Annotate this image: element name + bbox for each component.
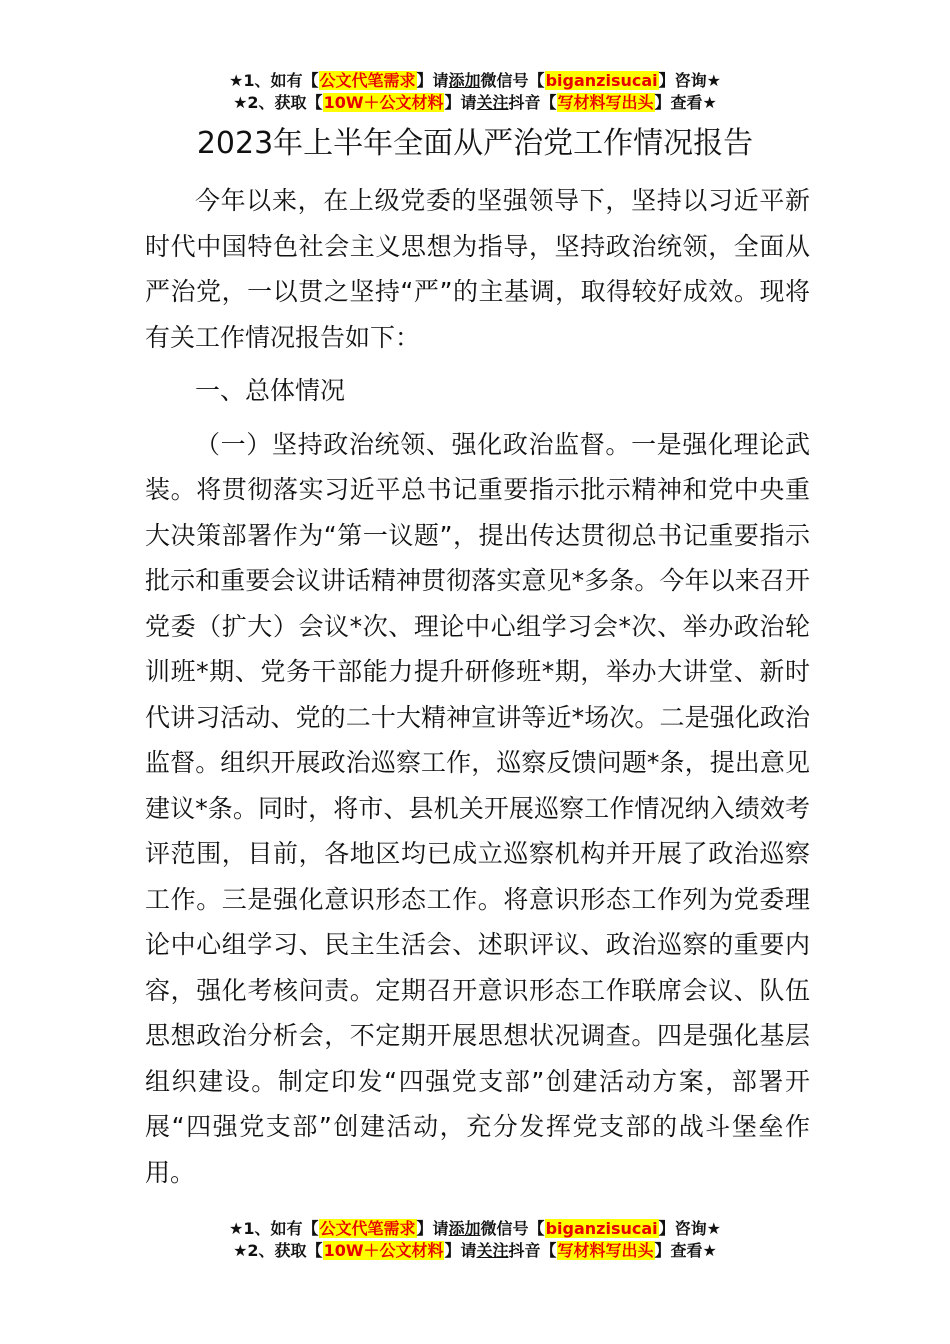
promo-text: ★2、获取【 — [233, 93, 323, 112]
promo-highlight: 写材料写出头 — [557, 93, 654, 112]
promo-emphasis: 添加 — [448, 1219, 481, 1238]
promo-emphasis: 添加 — [448, 71, 481, 90]
promo-text: 】查看★ — [654, 93, 717, 112]
promo-text: 微信号【 — [480, 1219, 545, 1238]
promo-text: 】咨询★ — [658, 71, 721, 90]
promo-text: 抖音【 — [508, 1241, 557, 1260]
promo-highlight: 公文代笔需求 — [319, 1219, 416, 1238]
promo-text: 】请 — [444, 1241, 477, 1260]
promo-text: 】查看★ — [654, 1241, 717, 1260]
promo-highlight: biganzisucai — [545, 1219, 658, 1238]
promo-highlight: 公文代笔需求 — [319, 71, 416, 90]
promo-emphasis: 关注 — [476, 1241, 509, 1260]
promo-highlight: biganzisucai — [545, 71, 658, 90]
bottom-promo-banner — [0, 1218, 950, 1262]
body-paragraph: （一）坚持政治统领、强化政治监督。一是强化理论武装。将贯彻落实习近平总书记重要指示批示精神和党中央重大决策部署作为“第一议题”，提出传达贯彻总书记重要指示批示和重要会议讲话精神贯彻落实意见*多条。今年以来召开党委（扩大）会议*次、理论中心组学习会*次、举办政治轮训班*期、党务干部能力提升研修班*期，举办大讲堂、新时代讲习活动、党的二十大精神宣讲等近*场次。二是强化政治监督。组织开展政治巡察工作，巡察反馈问题*条，提出意见建议*条。同时，将市、县机关开展巡察工作情况纳入绩效考评范围，目前，各地区均已成立巡察机构并开展了政治巡察工作。三是强化意识形态工作。将意识形态工作列为党委理论中心组学习、民主生活会、述职评议、政治巡察的重要内容，强化考核问责。定期召开意识形态工作联席会议、队伍思想政治分析会，不定期开展思想状况调查。四是强化基层组织建设。制定印发“四强党支部”创建活动方案，部署开展“四强党支部”创建活动，充分发挥党支部的战斗堡垒作用。 — [145, 429, 810, 1187]
document-title: 2023年上半年全面从严治党工作情况报告 — [196, 126, 754, 161]
promo-text: 】请 — [444, 93, 477, 112]
promo-line-1 — [0, 1218, 950, 1240]
promo-line-2 — [0, 1240, 950, 1262]
promo-text: ★2、获取【 — [233, 1241, 323, 1260]
promo-emphasis: 关注 — [476, 93, 509, 112]
promo-text: 微信号【 — [480, 71, 545, 90]
top-promo-banner — [0, 70, 950, 114]
promo-text: 抖音【 — [508, 93, 557, 112]
promo-text: 】请 — [416, 1219, 449, 1238]
promo-text: ★1、如有【 — [229, 71, 319, 90]
promo-highlight: 10W＋公文材料 — [323, 93, 444, 112]
promo-highlight: 写材料写出头 — [557, 1241, 654, 1260]
promo-text: 】咨询★ — [658, 1219, 721, 1238]
document-body — [145, 178, 810, 1195]
promo-highlight: 10W＋公文材料 — [323, 1241, 444, 1260]
promo-text: ★1、如有【 — [229, 1219, 319, 1238]
promo-text: 】请 — [416, 71, 449, 90]
section-heading: 一、总体情况 — [195, 376, 346, 405]
promo-line-2 — [0, 92, 950, 114]
promo-line-1 — [0, 70, 950, 92]
intro-paragraph: 今年以来，在上级党委的坚强领导下，坚持以习近平新时代中国特色社会主义思想为指导，坚持政治统领，全面从严治党，一以贯之坚持“严”的主基调，取得较好成效。现将有关工作情况报告如下： — [145, 186, 810, 352]
